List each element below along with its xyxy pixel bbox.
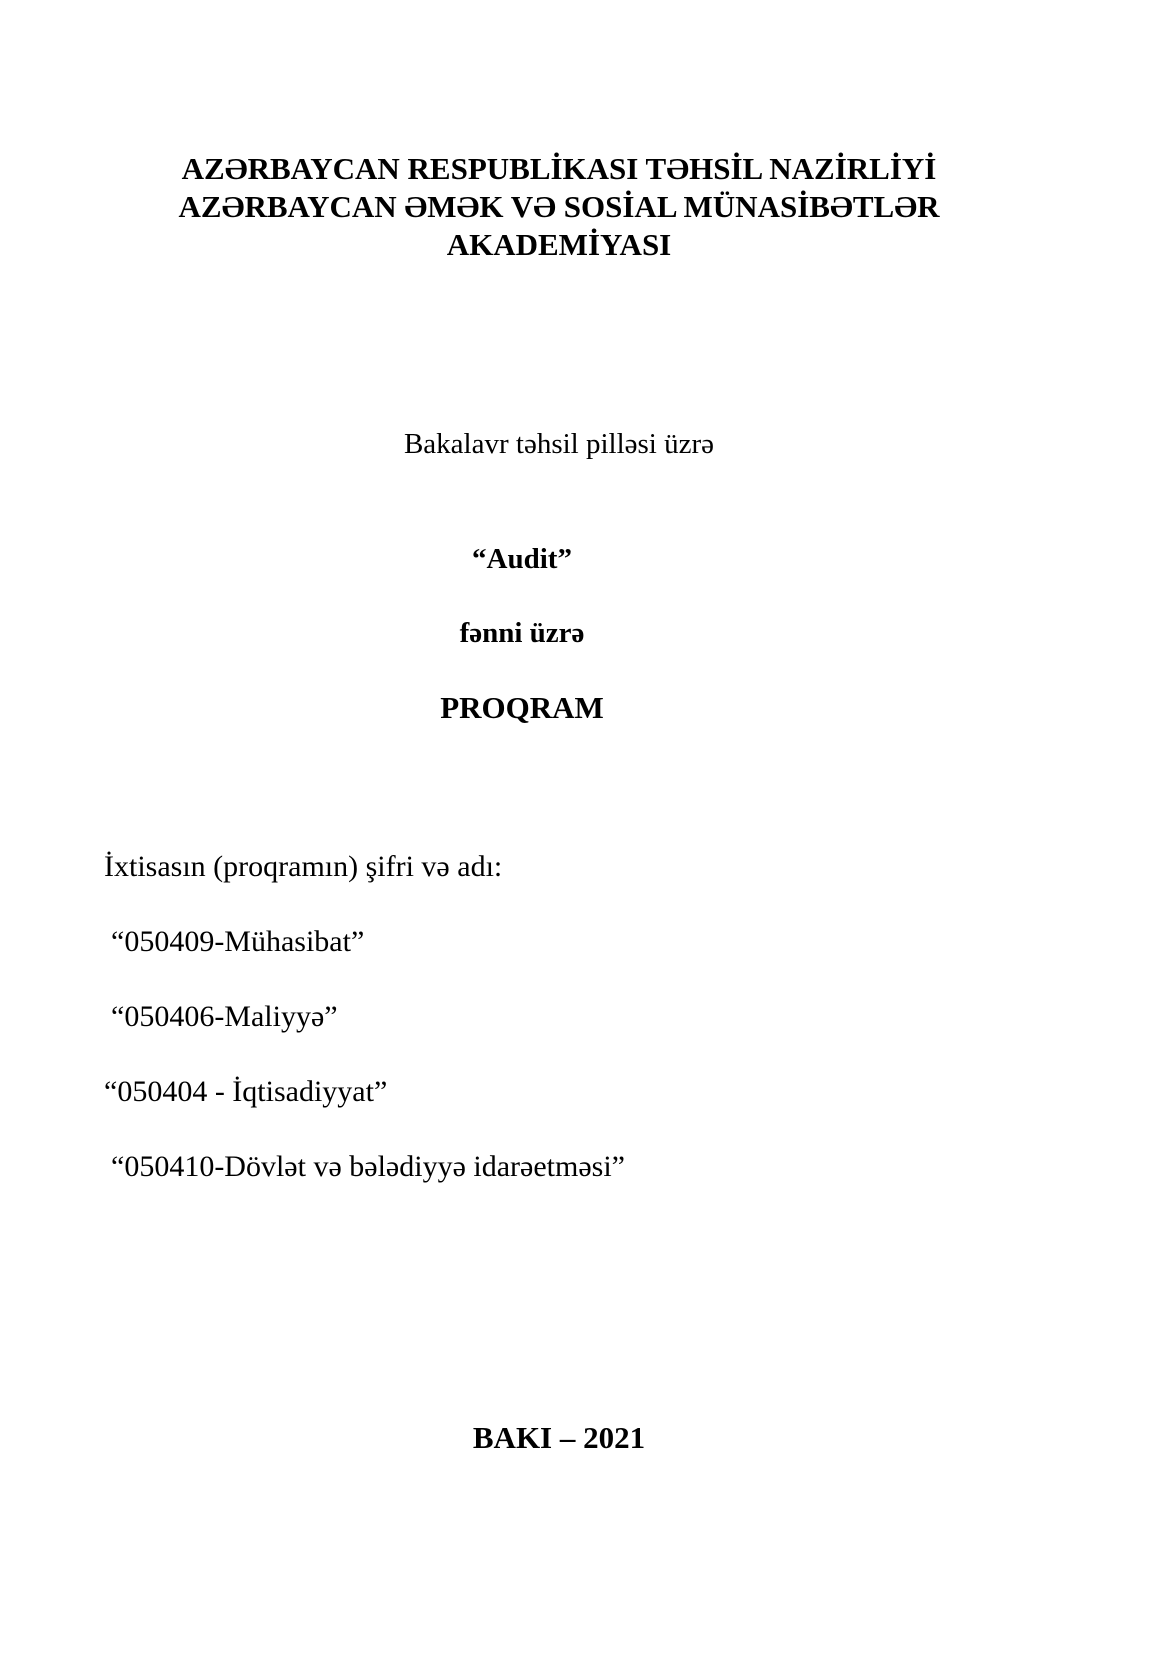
specialty-item: “050404 - İqtisadiyyat” [104, 1075, 388, 1108]
subject-name: “Audit” [472, 543, 572, 575]
academy-name-line2: AKADEMİYASI [446, 227, 672, 262]
education-level: Bakalavr təhsil pilləsi üzrə [403, 428, 715, 460]
academy-name-line1: AZƏRBAYCAN ƏMƏK VƏ SOSİAL MÜNASİBƏTLƏR [178, 189, 940, 224]
document-type: PROQRAM [440, 690, 604, 725]
subject-suffix: fənni üzrə [459, 617, 585, 649]
specialty-item: “050410-Dövlət və bələdiyyə idarəetməsi” [111, 1150, 625, 1183]
specialty-item: “050409-Mühasibat” [111, 925, 365, 958]
ministry-name: AZƏRBAYCAN RESPUBLİKASI TƏHSİL NAZİRLİYİ [181, 151, 937, 186]
institution-header [0, 150, 1118, 264]
specialty-item: “050406-Maliyyə” [111, 1000, 338, 1033]
specialty-label: İxtisasın (proqramın) şifri və adı: [104, 850, 503, 883]
place-and-year: BAKI – 2021 [472, 1420, 646, 1455]
